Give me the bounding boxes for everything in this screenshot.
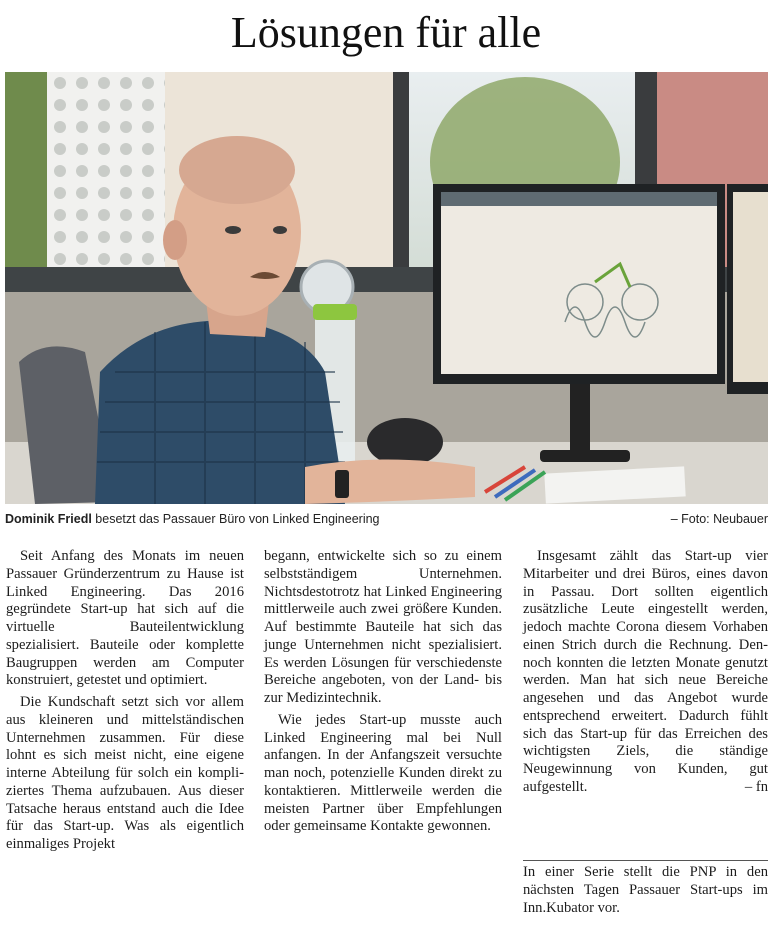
article-photo bbox=[5, 72, 768, 504]
caption-person-name: Dominik Friedl bbox=[5, 512, 92, 526]
series-note: In einer Serie stellt die PNP in den nächsten Tagen Passauer Start-ups im Inn.Kubator vor. bbox=[523, 864, 768, 916]
paragraph: Die Kundschaft setzt sich vor allem aus kleineren und mittelständischen Unternehmen zusammen. Für diese lohnt es sich meist nicht, eine eigene interne Abteilung für solch ein kompliziertes Thema aufzubauen. Aus dieser Tatsache heraus entstand auch die Idee für das Start-up. Was als eigentlich einmaliges Projekt bbox=[6, 694, 244, 852]
article-column-1 bbox=[6, 548, 244, 854]
paragraph: Wie jedes Start-up musste auch Linked Engineering mal bei Null anfangen. In der Anfangszeit versuchte man noch, potenzielle Kunden direkt zu kontaktieren. Mittlerweile werden die meisten Partner über Empfehlungen oder gemeinsame Kontakte gewonnen. bbox=[264, 711, 502, 835]
paragraph bbox=[523, 548, 768, 797]
paragraph-text: Insgesamt zählt das Start-up vier Mitarbeiter und drei Büros, eines davon in Passau. Dort sollten eigentlich zusätzliche Leute eingestellt werden, jedoch machte Corona diesem Vorhaben einen Strich durch die Rechnung. Dennoch konnten die letzten Monate genutzt werden. Man hat sich neue Bereiche angesehen und das Angebot wurde entsprechend erweitert. Dadurch fühlt sich das Start-up für das Erreichen des wichtigsten Ziels, die ständige Neugewinnung von Kunden, gut aufgestellt. bbox=[523, 548, 768, 795]
caption-text: besetzt das Passauer Büro von Linked Engineering bbox=[91, 512, 380, 526]
article-column-2 bbox=[264, 548, 502, 836]
photo-credit: – Foto: Neubauer bbox=[670, 512, 768, 526]
paragraph: Seit Anfang des Monats im neuen Passauer Gründerzentrum zu Hause ist Linked Engineering. Das 2016 gegründete Start-up hat sich auf die virtuelle Bauteilentwicklung spezialisiert. Bauteile oder komplette Baugruppen werden am Computer konstruiert, getestet und optimiert. bbox=[6, 548, 244, 689]
author-signature: – fn bbox=[744, 778, 768, 795]
note-divider bbox=[523, 860, 768, 861]
paragraph: begann, entwickelte sich so zu einem selbstständigem Unternehmen. Nichtsdestotrotz hat Linked Engineering mittlerweile auch zwei größere Kunden. Auf bestimmte Bauteile hat sich das junge Unternehmen nicht spezialisiert. Es werden Lösungen für verschiedenste Bereiche angeboten, von der Land- bis zur Medizintechnik. bbox=[264, 548, 502, 706]
article-column-3 bbox=[523, 548, 768, 797]
headline: Lösungen für alle bbox=[230, 8, 542, 57]
photo-caption bbox=[5, 510, 768, 528]
